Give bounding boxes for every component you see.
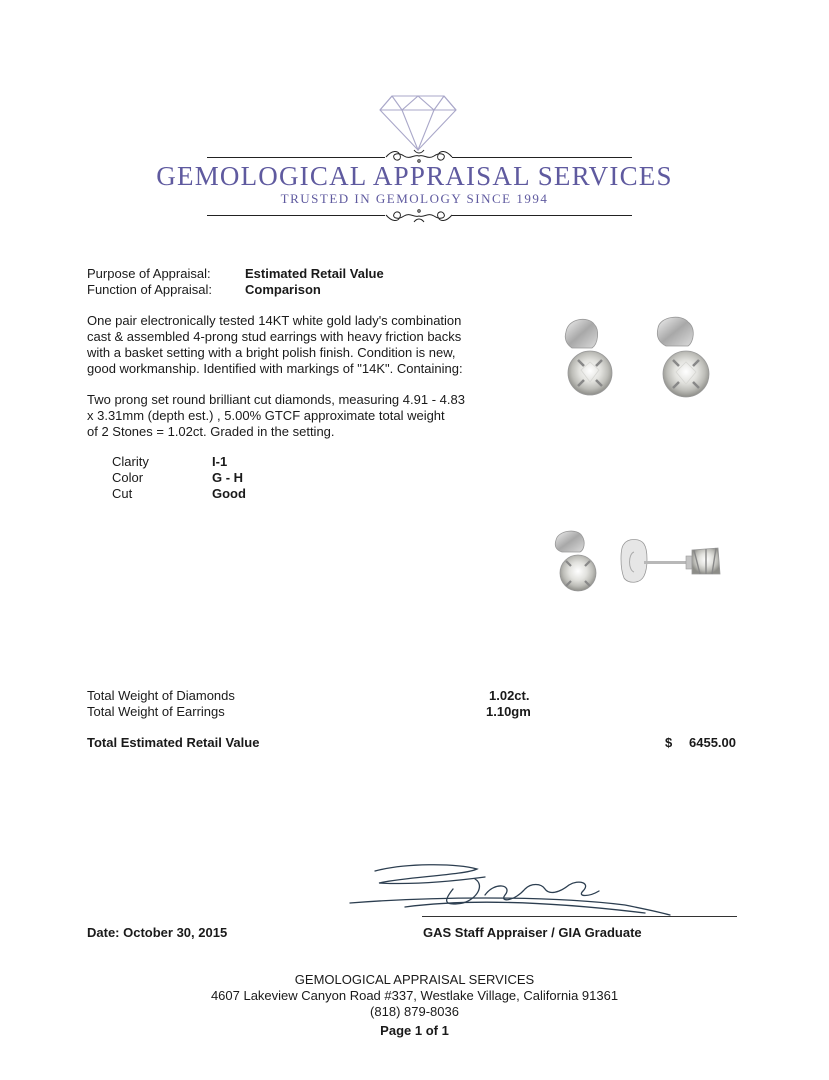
purpose-label: Purpose of Appraisal: bbox=[87, 266, 211, 281]
diamonds-weight-label: Total Weight of Diamonds bbox=[87, 688, 235, 703]
function-value: Comparison bbox=[245, 282, 321, 297]
earrings-front-photo bbox=[548, 310, 728, 410]
footer-phone: (818) 879-8036 bbox=[370, 1004, 459, 1019]
item-description-line: good workmanship. Identified with markings of "14K". Containing: bbox=[87, 361, 463, 376]
earrings-side-photo bbox=[548, 528, 728, 603]
logo-top-rule-left bbox=[207, 157, 385, 158]
appraiser-signature bbox=[345, 855, 685, 925]
function-label: Function of Appraisal: bbox=[87, 282, 213, 297]
appraisal-date: Date: October 30, 2015 bbox=[87, 925, 228, 940]
earring-profile-view-icon bbox=[621, 540, 720, 583]
diamonds-weight-value: 1.02ct. bbox=[489, 688, 530, 703]
logo-bottom-rule-right bbox=[452, 215, 632, 216]
logo-top-rule-right bbox=[452, 157, 632, 158]
appraiser-title: GAS Staff Appraiser / GIA Graduate bbox=[423, 925, 642, 940]
currency-symbol: $ bbox=[665, 735, 673, 750]
left-earring-icon bbox=[565, 319, 612, 395]
item-description-line: cast & assembled 4-prong stud earrings with heavy friction backs bbox=[87, 329, 462, 344]
stone-description-line: x 3.31mm (depth est.) , 5.00% GTCF approximate total weight bbox=[87, 408, 445, 423]
color-label: Color bbox=[112, 470, 144, 485]
company-tagline: TRUSTED IN GEMOLOGY SINCE 1994 bbox=[280, 191, 549, 206]
stone-description-line: Two prong set round brilliant cut diamonds, measuring 4.91 - 4.83 bbox=[87, 392, 465, 407]
cut-value: Good bbox=[212, 486, 246, 501]
item-description bbox=[87, 313, 497, 377]
diamond-logo-icon bbox=[378, 92, 458, 152]
stone-description bbox=[87, 392, 497, 440]
footer-company: GEMOLOGICAL APPRAISAL SERVICES bbox=[294, 972, 535, 987]
total-retail-label: Total Estimated Retail Value bbox=[87, 735, 260, 750]
earrings-weight-label: Total Weight of Earrings bbox=[87, 704, 225, 719]
company-name: GEMOLOGICAL APPRAISAL SERVICES bbox=[156, 161, 673, 191]
right-earring-icon bbox=[657, 317, 709, 397]
footer-address: 4607 Lakeview Canyon Road #337, Westlake Village, California 91361 bbox=[210, 988, 619, 1003]
clarity-value: I-1 bbox=[212, 454, 228, 469]
signature-line bbox=[422, 916, 737, 917]
purpose-value: Estimated Retail Value bbox=[245, 266, 384, 281]
logo-bottom-rule-left bbox=[207, 215, 385, 216]
earring-top-view-icon bbox=[555, 531, 596, 591]
stone-description-line: of 2 Stones = 1.02ct. Graded in the setting. bbox=[87, 424, 335, 439]
clarity-label: Clarity bbox=[112, 454, 149, 469]
item-description-line: One pair electronically tested 14KT white gold lady's combination bbox=[87, 313, 462, 328]
color-value: G - H bbox=[212, 470, 244, 485]
earrings-weight-value: 1.10gm bbox=[486, 704, 531, 719]
item-description-line: with a basket setting with a bright polish finish. Condition is new, bbox=[87, 345, 456, 360]
total-retail-value: 6455.00 bbox=[689, 735, 736, 750]
page-number: Page 1 of 1 bbox=[380, 1023, 449, 1038]
cut-label: Cut bbox=[112, 486, 133, 501]
ornament-scroll-bottom-icon bbox=[384, 205, 454, 225]
